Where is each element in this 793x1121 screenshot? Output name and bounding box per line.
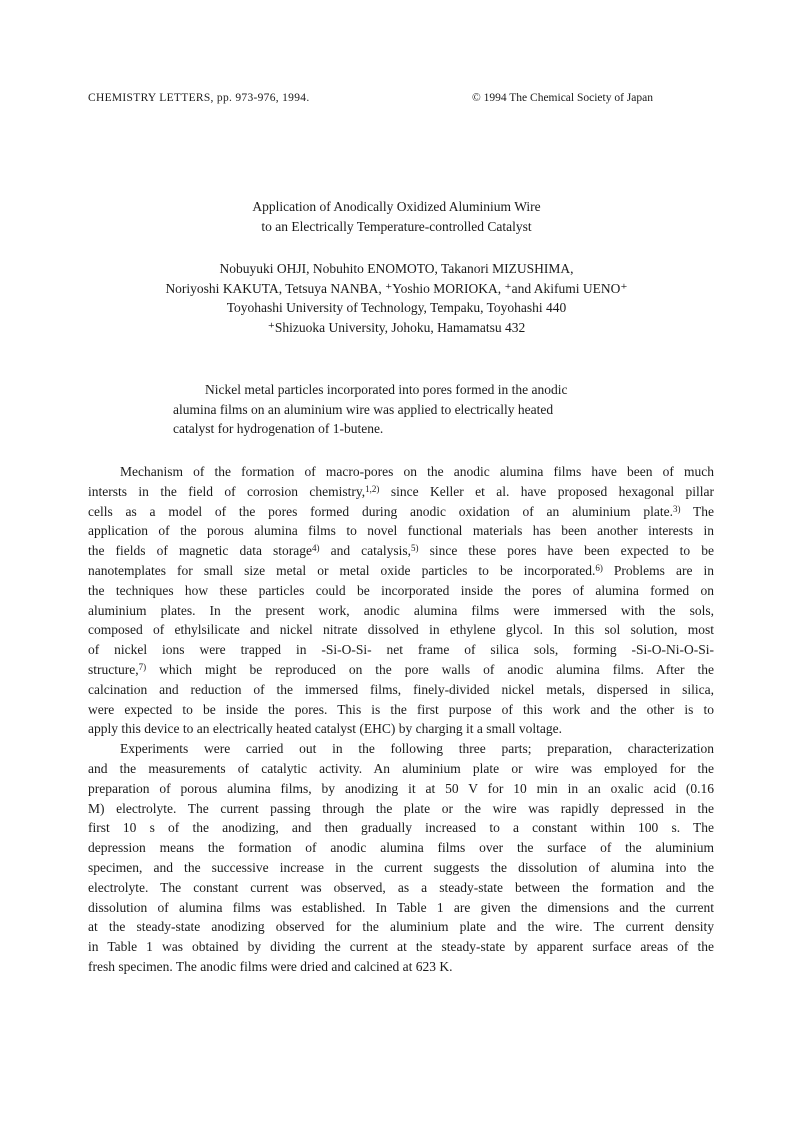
body-line: Experiments were carried out in the following three parts; preparation, characterization [120,741,714,757]
body-line: M) electrolyte. The current passing through the plate or the wire was rapidly depressed in the [88,800,714,816]
affiliation-line: Toyohashi University of Technology, Tempaku, Toyohashi 440 [226,300,567,315]
citation-ref: 5) [411,543,419,554]
paragraph-2 [88,739,714,977]
body-line: apply this device to an electrically heated catalyst (EHC) by charging it a small voltage. [88,721,562,737]
author-line: Noriyoshi KAKUTA, Tetsuya NANBA, ⁺Yoshio MORIOKA, ⁺and Akifumi UENO⁺ [165,280,628,296]
body-line: nanotemplates for small size metal or metal oxide particles to be incorporated.$^{6)}$ Problems are in [88,562,714,578]
paper-title [0,197,793,236]
body-line: calcination and reduction of the immersed films, finely-divided nickel metals, dispersed in silica, [88,681,714,697]
affiliation-line: ⁺Shizuoka University, Johoku, Hamamatsu 432 [267,319,526,335]
body-line: cells as a model of the pores formed during anodic oxidation of an aluminium plate.$^{3)}$ The [88,503,714,519]
body-line: the fields of magnetic data storage$^{4)}$ and catalysis,$^{5)}$ since these pores have been expected to be [88,543,714,559]
body-line: first 10 s of the anodizing, and then gradually increased to a constant within 100 s. The [88,820,714,836]
paragraph-1 [88,462,714,739]
abstract [173,380,643,439]
body-line: aluminium plates. In the present work, anodic alumina films were immersed with the sols, [88,602,714,618]
title-line: Application of Anodically Oxidized Aluminium Wire [252,199,541,214]
body-line: in Table 1 was obtained by dividing the current at the steady-state by apparent surface areas of the [88,939,714,955]
citation-ref: 4) [312,543,320,554]
body-line: application of the porous alumina films to novel functional materials has been another interests in [88,523,714,539]
copyright-notice: © 1994 The Chemical Society of Japan [472,92,653,104]
body-line: were expected to be inside the pores. This is the first purpose of this work and the other is to [88,701,714,717]
abstract-line: Nickel metal particles incorporated into pores formed in the anodic [205,382,568,397]
body-line: intersts in the field of corrosion chemistry,$^{1,2)}$ since Keller et al. have proposed hexagonal pillar [88,483,714,499]
body-text [88,462,714,977]
abstract-line: catalyst for hydrogenation of 1-butene. [173,421,384,436]
body-line: electrolyte. The constant current was observed, as a steady-state between the formation and the [88,879,714,895]
body-line: composed of ethylsilicate and nickel nitrate dissolved in ethylene glycol. In this sol solution, most [88,622,714,638]
citation-ref: 6) [595,562,603,573]
author-line: Nobuyuki OHJI, Nobuhito ENOMOTO, Takanori MIZUSHIMA, [219,261,574,276]
body-line: specimen, and the successive increase in the current suggests the dissolution of alumina into the [88,859,714,875]
title-line: to an Electrically Temperature-controlled Catalyst [261,218,532,234]
body-line: Mechanism of the formation of macro-pores on the anodic alumina films have been of much [120,464,714,479]
body-line: the techniques how these particles could be incorporated inside the pores of alumina formed on [88,582,714,598]
body-line: depression means the formation of anodic alumina films over the surface of the aluminium [88,840,714,856]
citation-ref: 7) [138,661,147,672]
citation-ref: 1,2) [365,483,380,494]
journal-citation: CHEMISTRY LETTERS, pp. 973-976, 1994. [88,92,310,104]
body-line: preparation of porous alumina films, by anodizing it at 50 V for 10 min in an oxalic acid (0.16 [88,780,714,796]
body-line: at the steady-state anodizing observed for the aluminium plate and the wire. The current density [88,919,714,935]
authors-affiliations [0,259,793,337]
citation-ref: 3) [672,503,681,514]
body-line: fresh specimen. The anodic films were dried and calcined at 623 K. [88,958,453,974]
abstract-line: alumina films on an aluminium wire was applied to electrically heated [173,401,554,417]
body-line: and the measurements of catalytic activity. An aluminium plate or wire was employed for the [88,760,714,776]
body-line: dissolution of alumina films was established. In Table 1 are given the dimensions and the current [88,899,714,915]
body-line: of nickel ions were trapped in -Si-O-Si- net frame of silica sols, forming -Si-O-Ni-O-Si- [88,642,714,658]
body-line: structure,$^{7)}$ which might be reproduced on the pore walls of anodic alumina films. After the [88,661,714,677]
